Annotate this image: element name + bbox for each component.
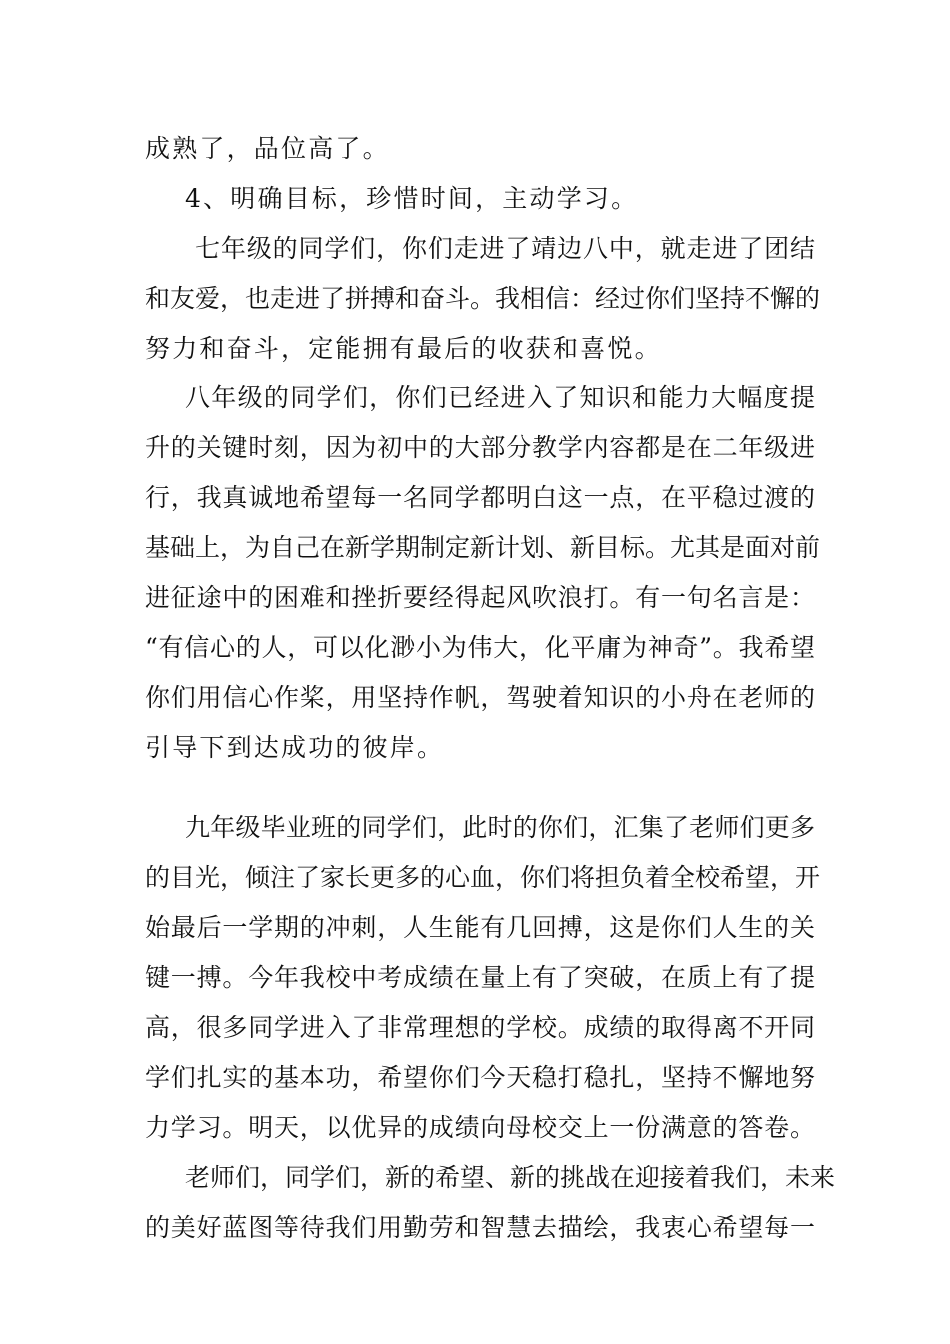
text-line: 始最后一学期的冲刺，人生能有几回搏，这是你们人生的关 [145,913,815,942]
text-line: 高，很多同学进入了非常理想的学校。成绩的取得离不开同 [145,1013,815,1042]
text-line: 八年级的同学们，你们已经进入了知识和能力大幅度提 [185,383,815,412]
text-line: 的美好蓝图等待我们用勤劳和智慧去描绘，我衷心希望每一 [145,1213,815,1242]
text-line: 你们用信心作桨，用坚持作帆，驾驶着知识的小舟在老师的 [145,683,815,712]
text-line: 升的关键时刻，因为初中的大部分教学内容都是在二年级进 [145,433,815,462]
text-line: 进征途中的困难和挫折要经得起风吹浪打。有一句名言是： [145,583,815,612]
text-line: 成熟了，品位高了。 [145,134,390,163]
text-line: 和友爱，也走进了拼搏和奋斗。我相信：经过你们坚持不懈的 [145,284,821,313]
text-line: 行，我真诚地希望每一名同学都明白这一点，在平稳过渡的 [145,483,815,512]
text-line: 引导下到达成功的彼岸。 [145,733,445,762]
text-line: 老师们，同学们，新的希望、新的挑战在迎接着我们，未来 [185,1163,836,1192]
text-line: “有信心的人，可以化渺小为伟大，化平庸为神奇”。我希望 [145,633,815,662]
text-line: 基础上，为自己在新学期制定新计划、新目标。尤其是面对前 [145,533,821,562]
text-line: 4、明确目标，珍惜时间，主动学习。 [185,184,639,213]
text-line: 学们扎实的基本功，希望你们今天稳打稳扎，坚持不懈地努 [145,1063,815,1092]
text-line: 九年级毕业班的同学们，此时的你们，汇集了老师们更多 [185,813,815,842]
text-line: 七年级的同学们，你们走进了靖边八中，就走进了团结 [195,234,815,263]
text-line: 键一搏。今年我校中考成绩在量上有了突破，在质上有了提 [145,963,815,992]
text-line: 力学习。明天，以优异的成绩向母校交上一份满意的答卷。 [145,1113,815,1142]
text-line: 的目光，倾注了家长更多的心血，你们将担负着全校希望，开 [145,863,821,892]
text-line: 努力和奋斗，定能拥有最后的收获和喜悦。 [145,334,662,363]
